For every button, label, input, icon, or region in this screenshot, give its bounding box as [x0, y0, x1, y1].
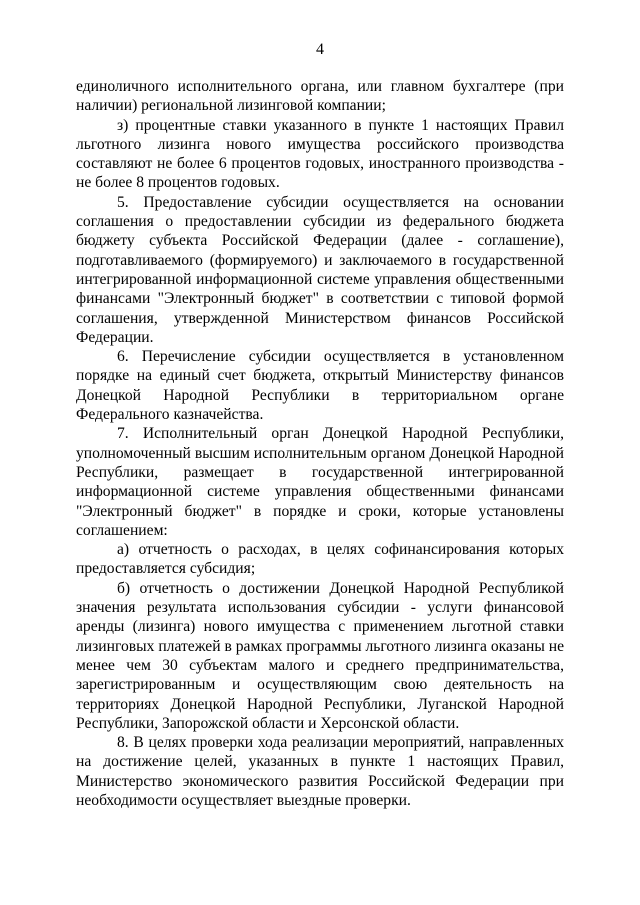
page-number: 4 [316, 41, 324, 58]
paragraph: 6. Перечисление субсидии осуществляется в установленном порядке на единый счет бюджета, открытый Министерству финансов Донецкой Народной Республики в территориальном органе Федерального казначейства. [76, 348, 564, 424]
paragraph: з) процентные ставки указанного в пункте 1 настоящих Правил льготного лизинга нового имущества российского производства составляют не более 6 процентов годовых, иностранного производства - не более 8 процентов годовых. [76, 116, 564, 192]
paragraph: б) отчетность о достижении Донецкой Народной Республикой значения результата использования субсидии - услуги финансовой аренды (лизинга) нового имущества с применением льготной ставки лизинговых платежей в рамках программы льготного лизинга оказаны не менее чем 30 субъектам малого и среднего предпринимательства, зарегистрированным и осуществляющим свою деятельность на территориях Донецкой Народной Республики, Луганской Народной Республики, Запорожской области и Херсонской области. [76, 579, 564, 732]
paragraph: 7. Исполнительный орган Донецкой Народной Республики, уполномоченный высшим исполнительным органом Донецкой Народной Республики, размещает в государственной интегрированной информационной системе управления общественными финансами "Электронный бюджет" в порядке и сроки, которые установлены соглашением: [76, 425, 564, 539]
document-body [76, 77, 564, 810]
paragraph: единоличного исполнительного органа, или главном бухгалтере (при наличии) региональной лизинговой компании; [76, 78, 564, 115]
paragraph: 5. Предоставление субсидии осуществляется на основании соглашения о предоставлении субсидии из федерального бюджета бюджету субъекта Российской Федерации (далее - соглашение), подготавливаемого (формируемого) и заключаемого в государственной интегрированной информационной системе управления общественными финансами "Электронный бюджет" в соответствии с типовой формой соглашения, утвержденной Министерством финансов Российской Федерации. [76, 193, 564, 346]
paragraph: а) отчетность о расходах, в целях софинансирования которых предоставляется субсидия; [76, 541, 564, 578]
paragraph: 8. В целях проверки хода реализации мероприятий, направленных на достижение целей, указанных в пункте 1 настоящих Правил, Министерство экономического развития Российской Федерации при необходимости осуществляет выездные проверки. [76, 734, 564, 809]
